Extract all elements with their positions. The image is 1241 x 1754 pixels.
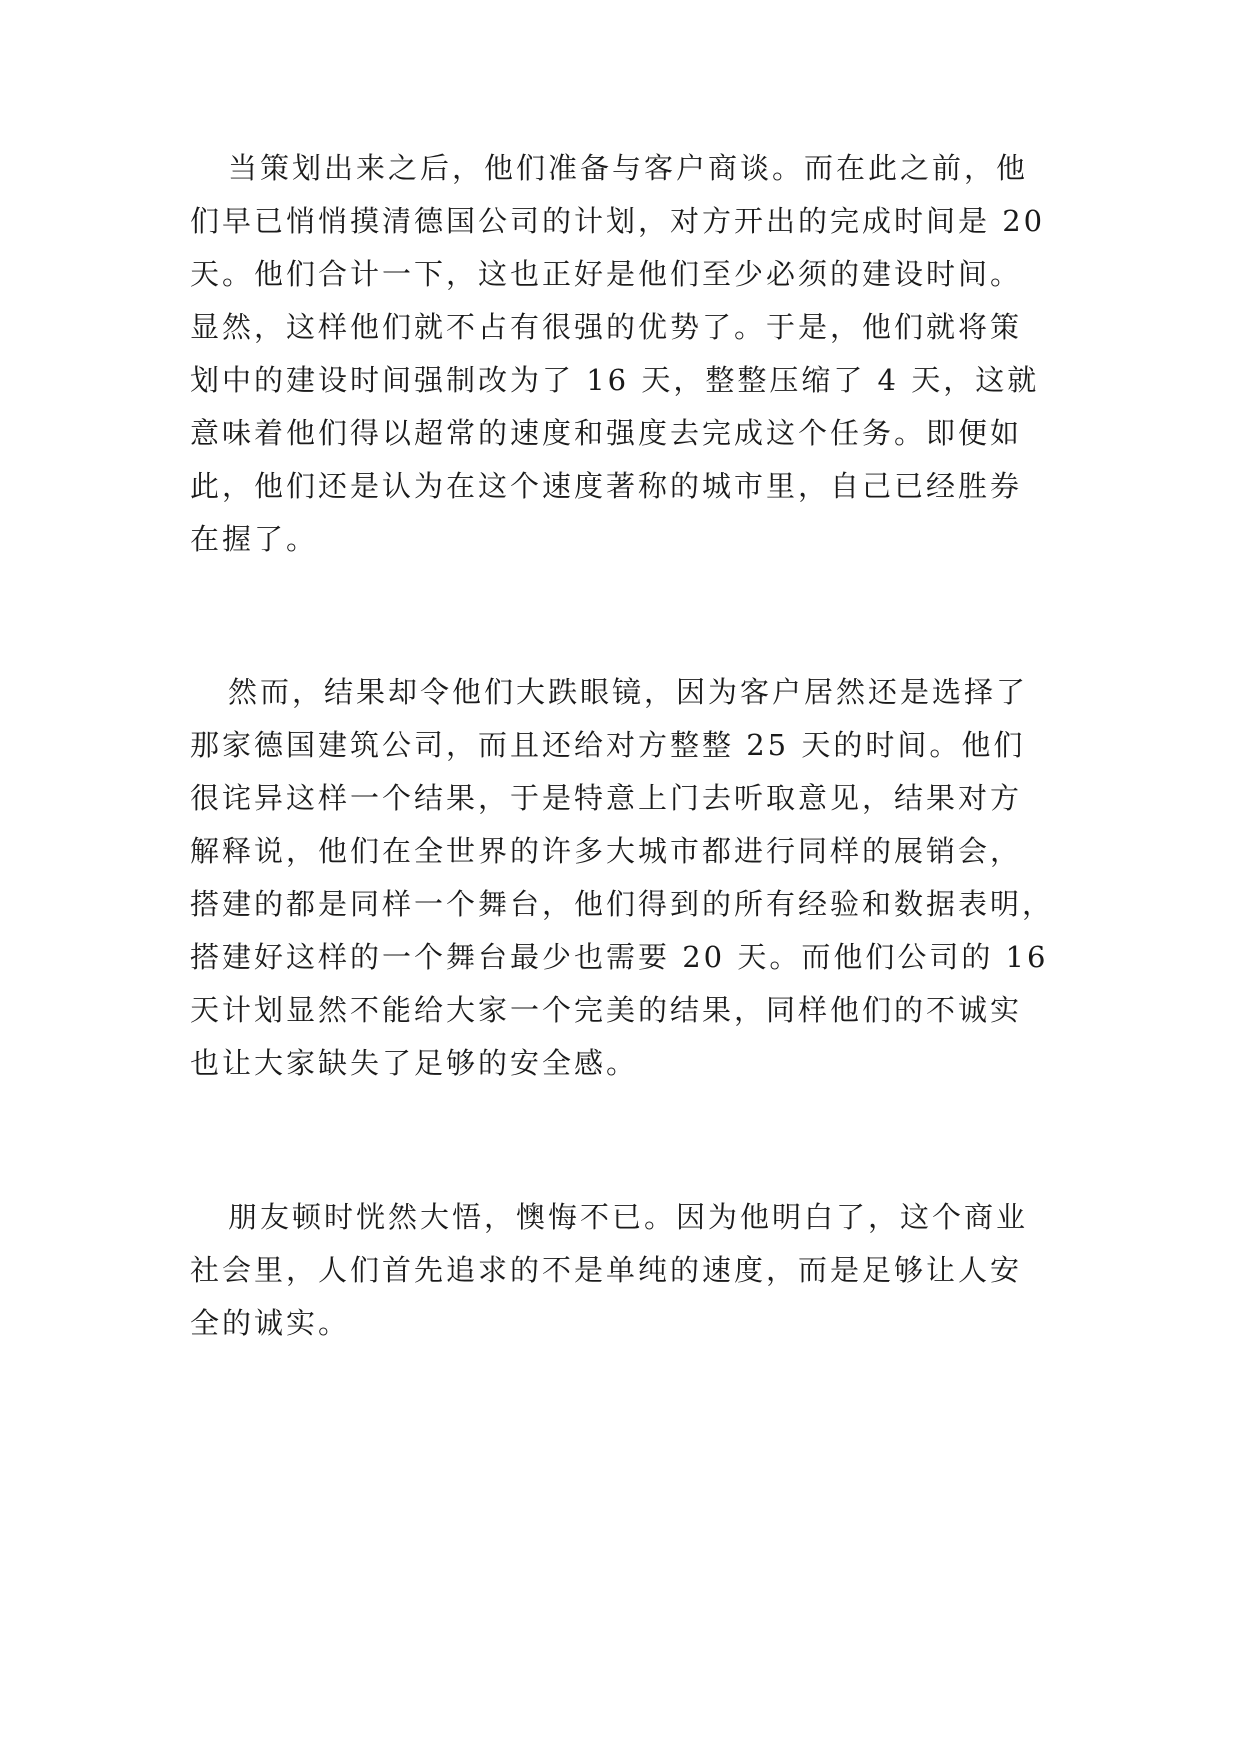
- paragraph-line: 全的诚实。: [190, 1306, 351, 1340]
- paragraph-line: 此，他们还是认为在这个速度著称的城市里，自己已经胜券: [190, 469, 1023, 503]
- paragraph-line: 们早已悄悄摸清德国公司的计划，对方开出的完成时间是 20: [190, 204, 1046, 238]
- paragraph-line: 在握了。: [190, 522, 319, 556]
- paragraph-line: 天计划显然不能给大家一个完美的结果，同样他们的不诚实: [190, 993, 1023, 1027]
- paragraph-line: 意味着他们得以超常的速度和强度去完成这个任务。即便如: [190, 416, 1023, 450]
- paragraph-line: 天。他们合计一下，这也正好是他们至少必须的建设时间。: [190, 257, 1023, 291]
- paragraph-line: 社会里，人们首先追求的不是单纯的速度，而是足够让人安: [190, 1253, 1023, 1287]
- paragraph-line: 朋友顿时恍然大悟，懊悔不已。因为他明白了，这个商业: [228, 1200, 1029, 1234]
- paragraph-line: 当策划出来之后，他们准备与客户商谈。而在此之前，他: [228, 151, 1029, 185]
- paragraph-line: 搭建好这样的一个舞台最少也需要 20 天。而他们公司的 16: [190, 940, 1049, 974]
- paragraph-line: 然而，结果却令他们大跌眼镜，因为客户居然还是选择了: [228, 675, 1029, 709]
- paragraph-line: 划中的建设时间强制改为了 16 天，整整压缩了 4 天，这就: [190, 363, 1040, 397]
- paragraph-line: 搭建的都是同样一个舞台，他们得到的所有经验和数据表明，: [190, 887, 1055, 921]
- paragraph-line: 解释说，他们在全世界的许多大城市都进行同样的展销会，: [190, 834, 1023, 868]
- paragraph-line: 很诧异这样一个结果，于是特意上门去听取意见，结果对方: [190, 781, 1023, 815]
- paragraph-line: 那家德国建筑公司，而且还给对方整整 25 天的时间。他们: [190, 728, 1026, 762]
- paragraph-line: 也让大家缺失了足够的安全感。: [190, 1046, 639, 1080]
- paragraph-line: 显然，这样他们就不占有很强的优势了。于是，他们就将策: [190, 310, 1023, 344]
